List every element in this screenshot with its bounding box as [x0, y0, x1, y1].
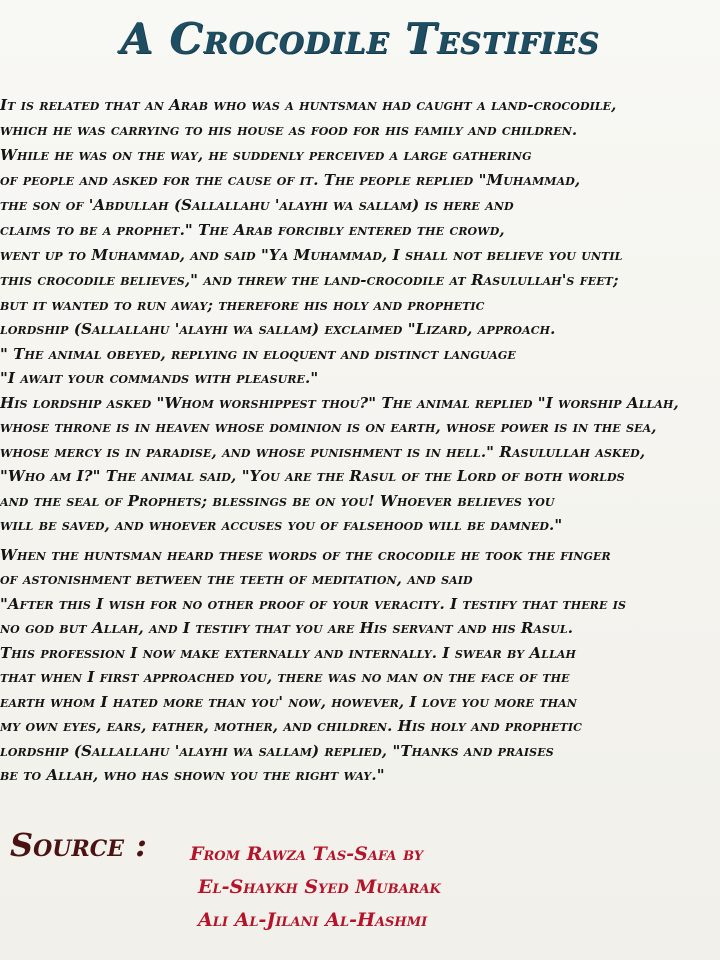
story-line: " The animal obeyed, replying in eloquent and distinct language [0, 345, 516, 363]
story-line: lordship (Sallallahu 'alayhi wa sallam) exclaimed "Lizard, approach. [0, 320, 556, 338]
story-line: my own eyes, ears, father, mother, and children. His holy and prophetic [0, 717, 582, 735]
source-line: From Rawza Tas-Safa by [190, 843, 424, 865]
story-line: that when I first approached you, there was no man on the face of the [0, 668, 570, 686]
story-line: this crocodile believes," and threw the land-crocodile at Rasulullah's feet; [0, 271, 619, 289]
story-line: whose mercy is in paradise, and whose punishment is in hell." Rasulullah asked, [0, 443, 646, 461]
story-line: When the huntsman heard these words of the crocodile he took the finger [0, 546, 611, 564]
story-line: earth whom I hated more than you' now, however, I love you more than [0, 693, 577, 711]
story-line: went up to Muhammad, and said "Ya Muhammad, I shall not believe you until [0, 246, 623, 264]
story-line: will be saved, and whoever accuses you of falsehood will be damned." [0, 516, 563, 534]
document-title: A Crocodile Testifies [120, 14, 600, 63]
story-line: lordship (Sallallahu 'alayhi wa sallam) replied, "Thanks and praises [0, 742, 554, 760]
story-line: whose throne is in heaven whose dominion is on earth, whose power is in the sea, [0, 418, 657, 436]
source-line: Ali Al-Jilani Al-Hashmi [198, 909, 428, 931]
story-line: of people and asked for the cause of it. The people replied "Muhammad, [0, 171, 581, 189]
story-line: of astonishment between the teeth of meditation, and said [0, 570, 473, 588]
story-line: and the seal of Prophets; blessings be on you! Whoever believes you [0, 492, 555, 510]
story-line: be to Allah, who has shown you the right way." [0, 766, 385, 784]
story-line: which he was carrying to his house as food for his family and children. [0, 121, 578, 139]
story-line: but it wanted to run away; therefore his holy and prophetic [0, 296, 485, 314]
story-line: While he was on the way, he suddenly perceived a large gathering [0, 146, 532, 164]
story-line: no god but Allah, and I testify that you are His servant and his Rasul. [0, 619, 574, 637]
story-line: "After this I wish for no other proof of your veracity. I testify that there is [0, 595, 627, 613]
story-line: It is related that an Arab who was a huntsman had caught a land-crocodile, [0, 96, 617, 114]
story-line: the son of 'Abdullah (Sallallahu 'alayhi wa sallam) is here and [0, 196, 514, 214]
story-line: This profession I now make externally and internally. I swear by Allah [0, 644, 577, 662]
story-line: His lordship asked "Whom worshippest thou?" The animal replied "I worship Allah, [0, 394, 679, 412]
source-line: El-Shaykh Syed Mubarak [198, 876, 441, 898]
story-line: claims to be a prophet." The Arab forcibly entered the crowd, [0, 221, 505, 239]
story-line: "I await your commands with pleasure." [0, 369, 319, 387]
story-line: "Who am I?" The animal said, "You are the Rasul of the Lord of both worlds [0, 467, 625, 485]
source-label: Source : [10, 826, 147, 864]
